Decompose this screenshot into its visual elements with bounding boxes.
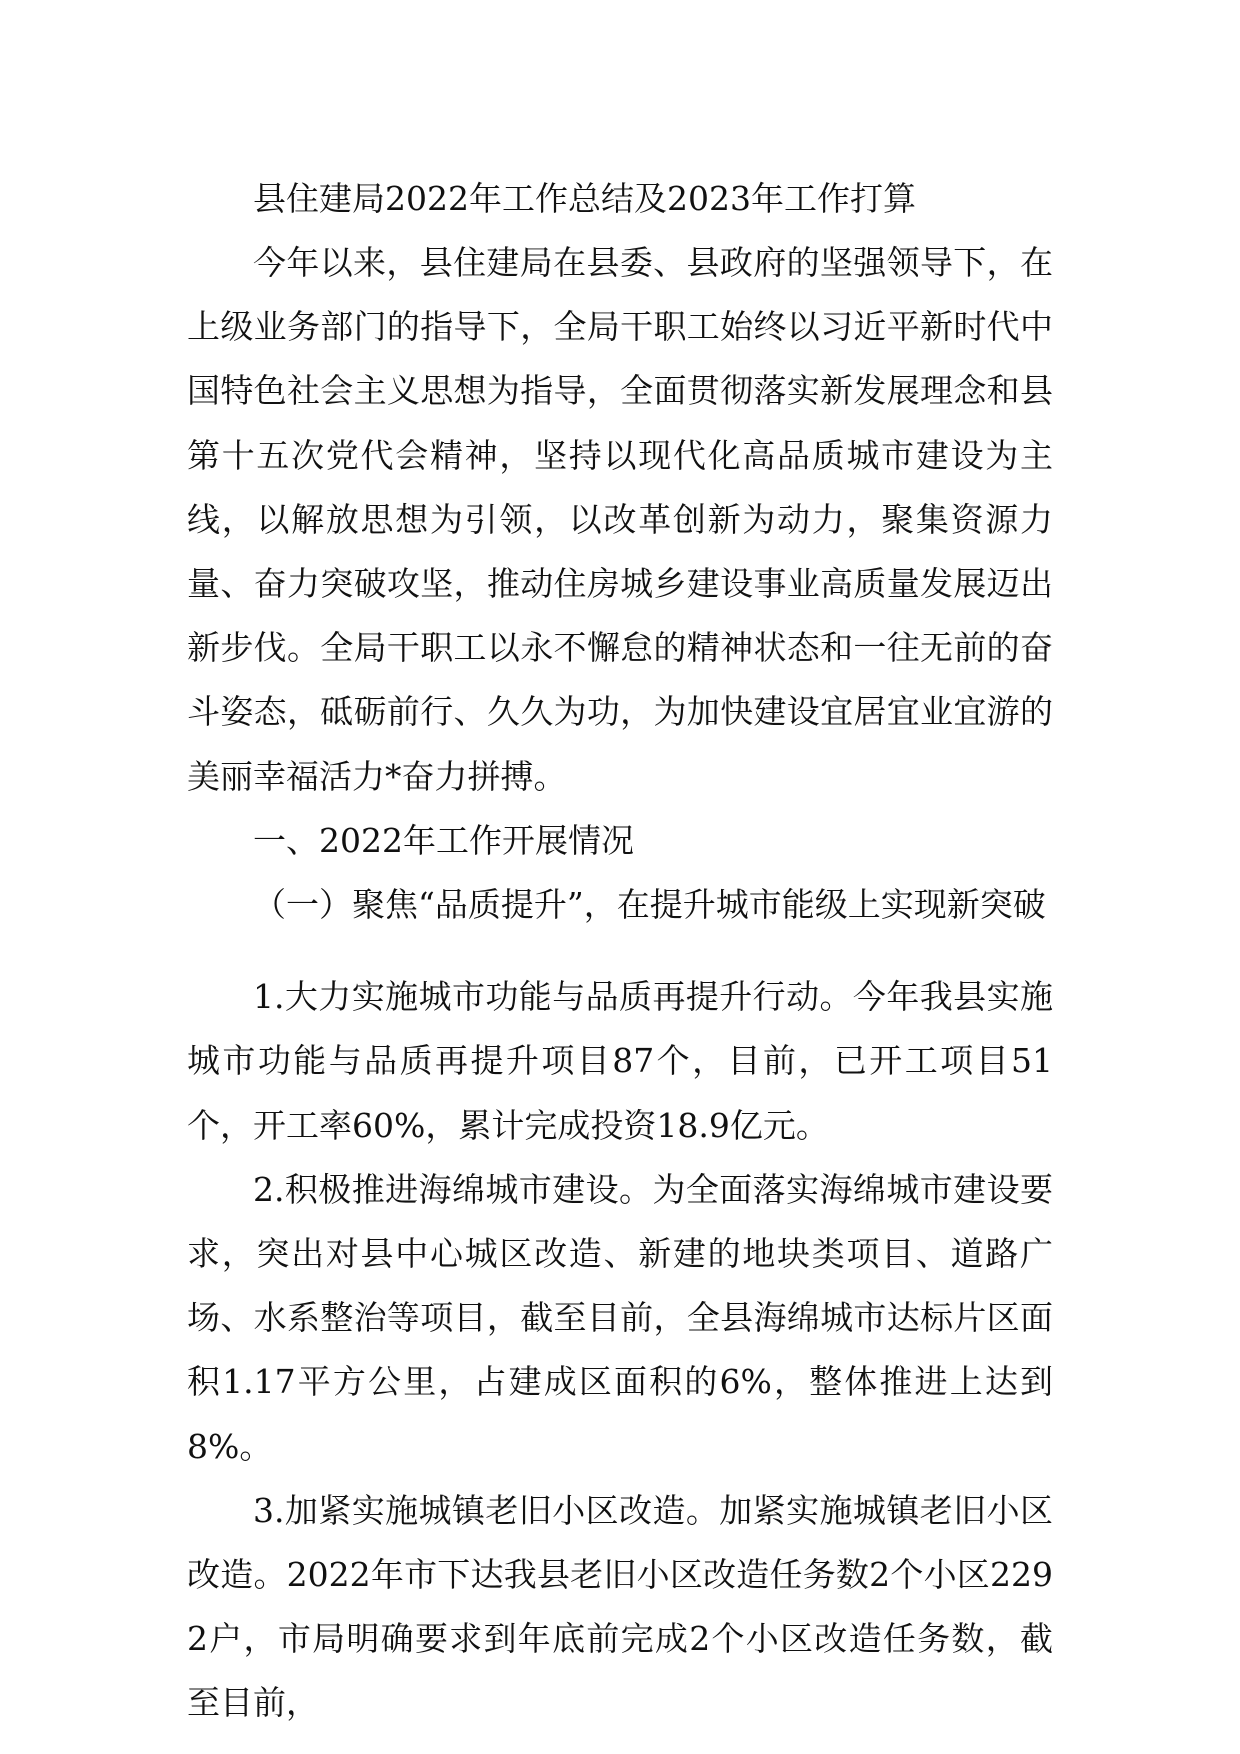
document-body [187,172,1053,1736]
list-item-2: 2.积极推进海绵城市建设。为全面落实海绵城市建设要求，突出对县中心城区改造、新建的地块类项目、道路广场、水系整治等项目，截至目前，全县海绵城市达标片区面积1.17平方公里，占建成区面积的6%，整体推进上达到8%。 [187,1169,1053,1466]
list-item-1: 1.大力实施城市功能与品质再提升行动。今年我县实施城市功能与品质再提升项目87个，目前，已开工项目51个，开工率60%，累计完成投资18.9亿元。 [187,977,1053,1145]
document-title: 县住建局2022年工作总结及2023年工作打算 [253,179,916,218]
section-heading: 一、2022年工作开展情况 [253,820,634,860]
subsection-heading: （一）聚焦“品质提升”，在提升城市能级上实现新突破 [253,885,1046,925]
intro-paragraph: 今年以来，县住建局在县委、县政府的坚强领导下，在上级业务部门的指导下，全局干职工始终以习近平新时代中国特色社会主义思想为指导，全面贯彻落实新发展理念和县第十五次党代会精神，坚持以现代化高品质城市建设为主线，以解放思想为引领，以改革创新为动力，聚集资源力量、奋力突破攻坚，推动住房城乡建设事业高质量发展迈出新步伐。全局干职工以永不懈怠的精神状态和一往无前的奋斗姿态，砥砺前行、久久为功，为加快建设宜居宜业宜游的美丽幸福活力*奋力拼搏。 [187,243,1053,796]
list-item-3: 3.加紧实施城镇老旧小区改造。加紧实施城镇老旧小区改造。2022年市下达我县老旧小区改造任务数2个小区2292户，市局明确要求到年底前完成2个小区改造任务数，截至目前， [187,1490,1053,1723]
